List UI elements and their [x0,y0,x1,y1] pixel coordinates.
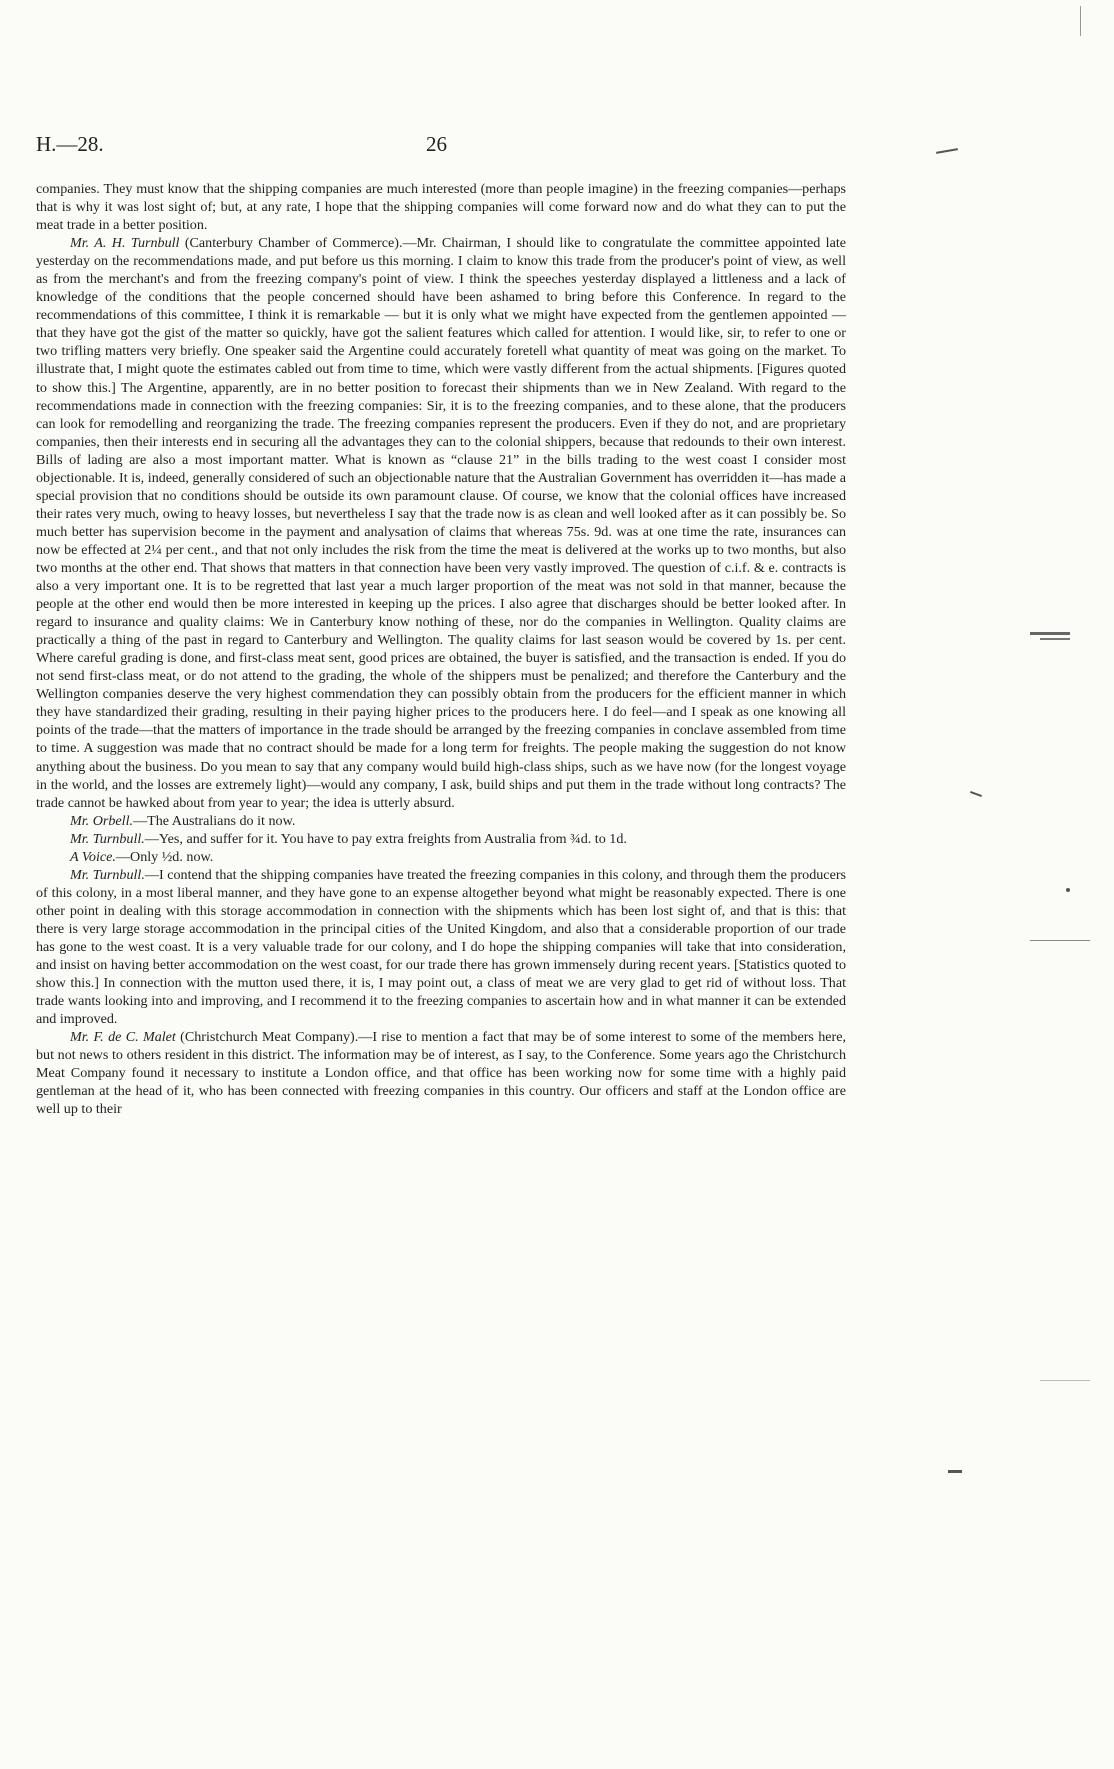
speaker-name: Mr. Orbell. [70,812,134,829]
scan-mark [1066,888,1070,892]
speaker-name: A Voice. [70,848,116,865]
page-header [36,132,846,158]
paragraph [36,234,846,812]
paragraph-text: —Only ½d. now. [115,848,214,865]
scan-mark [936,148,958,154]
paragraph-text: —The Australians do it now. [133,812,296,829]
scan-mark [1040,1380,1090,1381]
paragraph [36,812,846,830]
paragraph [36,1028,846,1118]
paragraph [36,866,846,1028]
body-text [36,180,846,1118]
paragraph-text: (Canterbury Chamber of Commerce).—Mr. Chairman, I should like to congratulate the committee appointed late yesterday on the recommendations made, and put before us this morning. I claim to know this trade from the producer's point of view, as well as from the merchant's and from the freezing company's point of view. I think the speeches yesterday displayed a littleness and a lack of knowledge of the conditions that the people concerned should have been ashamed to bring before this Conference. In regard to the recommendations of this committee, I think it is remarkable — but it is only what we might have expected from the gentlemen appointed — that they have got the gist of the matter so quickly, have got the salient features which called for attention. I would like, sir, to refer to one or two trifling matters very briefly. One speaker said the Argentine could accurately foretell what quantity of meat was going on the market. To illustrate that, I might quote the estimates cabled out from time to time, which were vastly different from the actual shipments. [Figures quoted to show this.] The Argentine, apparently, are in no better position to forecast their shipments than we in New Zealand. With regard to the recommendations made in connection with the freezing companies: Sir, it is to the freezing companies, and to these alone, that the producers can look for remodelling and reorganizing the trade. The freezing companies represent the producers. Even if they do not, and are proprietary companies, then their interests end in securing all the advantages they can to the colonial shippers, because that redounds to their own interest. Bills of lading are also a most important matter. What is known as “clause 21” in the bills trading to the west coast I consider most objectionable. It is, indeed, generally considered of such an objectionable nature that the Australian Government has overridden it—has made a special provision that no conditions should be outside its own paramount clause. Of course, we know that the colonial offices have increased their rates very much, owing to heavy losses, but nevertheless I say that the trade now is as clean and well looked after as it can possibly be. So much better has supervision become in the payment and analysation of claims that whereas 75s. 9d. was at one time the rate, insurances can now be effected at 2¼ per cent., and that not only includes the risk from the time the meat is delivered at the works up to two months, but also two months at the other end. That shows that matters in that connection have been very vastly improved. The question of c.i.f. & e. contracts is also a very important one. It is to be regretted that last year a much larger proportion of the meat was not sold in that manner, because the people at the other end would then be more interested in keeping up the prices. I also agree that discharges should be better looked after. In regard to insurance and quality claims: We in Canterbury know nothing of these, nor do the companies in Wellington. Quality claims are practically a thing of the past in regard to Canterbury and Wellington. The quality claims for last season would be covered by 1s. per cent. Where careful grading is done, and first-class meat sent, good prices are obtained, the buyer is satisfied, and the transaction is ended. If you do not send first-class meat, or do not attend to the grading, the whole of the shippers must be penalized; and therefore the Canterbury and the Wellington companies deserve the very highest commendation they can possibly obtain from the producers for the efficient manner in which they have standardized their grading, resulting in their paying higher prices to the producers here. I do feel—and I speak as one knowing all points of the trade—that the matters of importance in the trade should be arranged by the freezing companies in conclave assembled from time to time. A suggestion was made that no contract should be made for a long term for freights. The people making the suggestion do not know anything about the business. Do you mean to say that any company would build high-class ships, such as we have now (for the longest voyage in the world, and the losses are extremely light)—would any company, I ask, build ships and put them in the trade without long contracts? The trade cannot be hawked about from year to year; the idea is utterly absurd. [36,235,847,811]
page-number: 26 [426,132,447,156]
speaker-name: Mr. A. H. Turnbull [70,235,180,252]
paragraph [36,830,846,848]
scan-mark [1030,632,1070,635]
paragraph-text: —I contend that the shipping companies have treated the freezing companies in this colony, and through them the producers of this colony, in a most liberal manner, and they have gone to an expense altogether beyond what might be reasonably expected. There is one other point in dealing with this storage accommodation in connection with the shipments which has been lost sight of, and that is this: that there is very large storage accommodation in the principal cities of the United Kingdom, and also that a considerable proportion of our trade has gone to the west coast. It is a very valuable trade for our colony, and I do hope the shipping companies will take that into consideration, and insist on having better accommodation on the west coast, for our trade there has grown immensely during recent years. [Statistics quoted to show this.] In connection with the mutton used there, it is, I may point out, a class of meat we are very glad to get rid of without loss. That trade wants looking into and improving, and I recommend it to the freezing companies to ascertain how and in what manner it can be extended and improved. [36,866,846,1028]
scan-mark [1040,638,1070,640]
scan-mark [970,791,982,797]
speaker-name: Mr. Turnbull. [70,866,145,883]
scan-mark [948,1470,962,1473]
scan-mark [1080,6,1081,36]
paragraph-text: companies. They must know that the shipping companies are much interested (more than people imagine) in the freezing companies—perhaps that is why it was lost sight of; but, at any rate, I hope that the shipping companies will come forward now and do what they can to put the meat trade in a better position. [36,181,846,234]
speaker-name: Mr. F. de C. Malet [70,1029,176,1046]
paragraph-text: (Christchurch Meat Company).—I rise to mention a fact that may be of some interest to some of the members here, but not news to others resident in this district. The information may be of interest, as I say, to the Conference. Some years ago the Christchurch Meat Company found it necessary to institute a London office, and that office has been working now for some time with a highly paid gentleman at the head of it, who has been connected with freezing companies in this country. Our officers and staff at the London office are well up to their [36,1029,847,1118]
scan-mark [1030,940,1090,941]
paragraph [36,848,846,866]
speaker-name: Mr. Turnbull. [70,830,145,847]
paragraph-text: —Yes, and suffer for it. You have to pay extra freights from Australia from ¾d. to 1d. [144,830,627,847]
paragraph [36,180,846,234]
document-reference: H.—28. [36,132,104,156]
